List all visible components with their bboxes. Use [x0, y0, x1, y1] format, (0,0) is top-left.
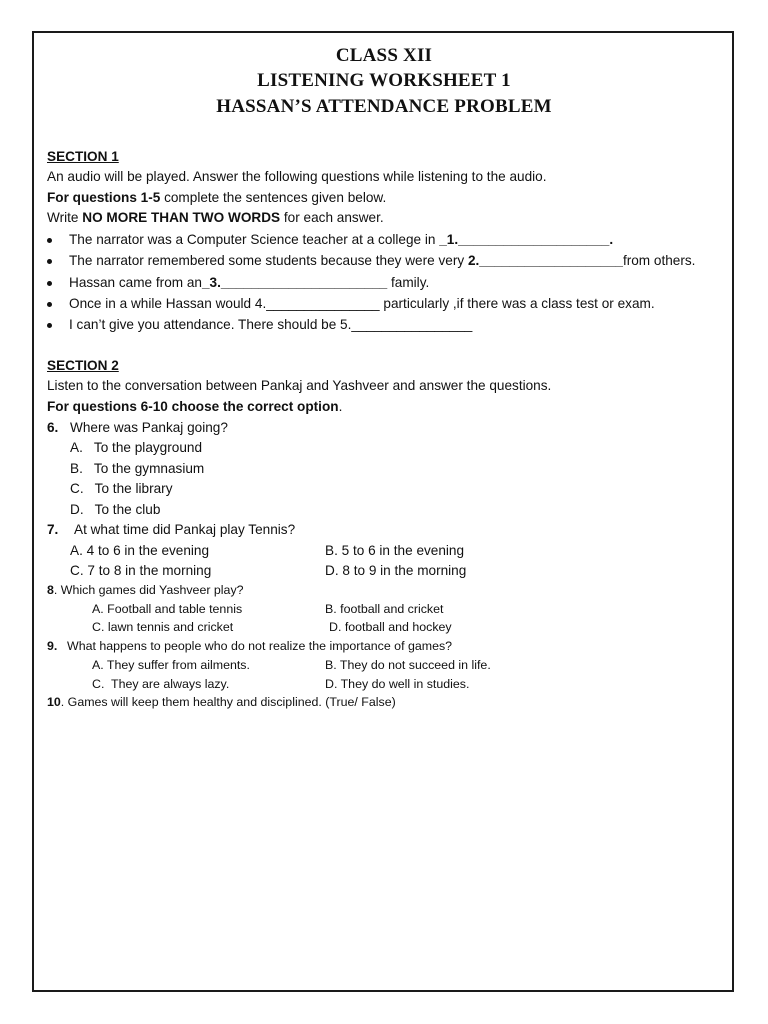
q9-text: What happens to people who do not realize the importance of games? [67, 639, 453, 653]
answer-blank-4[interactable]: _______________ [266, 296, 380, 311]
q6-option-c[interactable]: C. To the library [70, 481, 173, 496]
section2-heading: SECTION 2 [47, 358, 119, 373]
q6-number: 6. [47, 420, 59, 435]
q8-option-a[interactable]: A. Football and table tennis [92, 602, 243, 616]
instruction-rest: complete the sentences given below. [160, 190, 387, 205]
q6-option-d[interactable]: D. To the club [70, 502, 161, 517]
fill-item-2 [69, 252, 695, 270]
section1-intro: An audio will be played. Answer the following questions while listening to the audio. [47, 169, 547, 184]
q9-option-c[interactable]: C. They are always lazy. [92, 677, 230, 691]
section1-instruction [47, 189, 386, 207]
q7-option-c[interactable]: C. 7 to 8 in the morning [70, 563, 212, 578]
fill-item-1 [69, 231, 613, 249]
fill-item-text: Once in a while Hassan would 4. [69, 296, 267, 311]
q6-text: Where was Pankaj going? [70, 420, 228, 435]
instruction-bold: For questions 1-5 [47, 190, 161, 205]
q8-question [47, 582, 244, 598]
word-limit-pre: Write [47, 210, 83, 225]
q7-number: 7. [47, 522, 59, 537]
fill-item-post: family. [387, 275, 430, 290]
bullet-icon [47, 259, 52, 264]
fill-item-post: particularly ,if there was a class test or exam. [379, 296, 655, 311]
fill-item-text: I can’t give you attendance. There should be 5. [69, 317, 352, 332]
q6-option-b[interactable]: B. To the gymnasium [70, 461, 205, 476]
fill-item-text: The narrator remembered some students because they were very [69, 253, 468, 268]
answer-blank-2[interactable]: 2.___________________ [467, 253, 623, 268]
word-limit-post: for each answer. [280, 210, 384, 225]
instruction-bold: For questions 6-10 choose the correct option [47, 399, 339, 414]
fill-item-text: The narrator was a Computer Science teacher at a college in [69, 232, 440, 247]
fill-item-3 [69, 274, 429, 292]
answer-blank-1[interactable]: _1.____________________. [439, 232, 614, 247]
word-limit-instruction [47, 209, 384, 227]
worksheet-title: LISTENING WORKSHEET 1 [257, 70, 511, 91]
q10-question [47, 694, 396, 710]
section2-intro: Listen to the conversation between Pankaj and Yashveer and answer the questions. [47, 378, 552, 393]
fill-item-text: Hassan came from an [69, 275, 202, 290]
q6-option-a[interactable]: A. To the playground [70, 440, 203, 455]
q7-option-b[interactable]: B. 5 to 6 in the evening [325, 543, 465, 558]
q10-number: 10 [47, 695, 61, 709]
q8-option-b[interactable]: B. football and cricket [325, 602, 444, 616]
instruction-rest: . [338, 399, 343, 414]
q9-option-d[interactable]: D. They do well in studies. [325, 677, 470, 691]
fill-item-5 [69, 316, 472, 334]
fill-item-4 [69, 295, 655, 313]
q8-text: . Which games did Yashveer play? [53, 583, 244, 597]
q9-number: 9. [47, 639, 58, 653]
q9-option-b[interactable]: B. They do not succeed in life. [325, 658, 491, 672]
section2-instruction [47, 398, 342, 416]
q8-number: 8 [47, 583, 54, 597]
answer-blank-5[interactable]: ________________ [351, 317, 473, 332]
bullet-icon [47, 323, 52, 328]
word-limit-bold: NO MORE THAN TWO WORDS [82, 210, 281, 225]
q8-option-d[interactable]: D. football and hockey [329, 620, 452, 634]
fill-item-post: from others. [622, 253, 696, 268]
bullet-icon [47, 238, 52, 243]
class-title: CLASS XII [335, 45, 433, 66]
q7-text: At what time did Pankaj play Tennis? [74, 522, 296, 537]
q7-option-d[interactable]: D. 8 to 9 in the morning [325, 563, 467, 578]
q8-option-c[interactable]: C. lawn tennis and cricket [92, 620, 234, 634]
worksheet-subtitle: HASSAN’S ATTENDANCE PROBLEM [216, 96, 552, 117]
section1-heading: SECTION 1 [47, 149, 119, 164]
q7-option-a[interactable]: A. 4 to 6 in the evening [70, 543, 210, 558]
bullet-icon [47, 302, 52, 307]
q9-option-a[interactable]: A. They suffer from ailments. [92, 658, 250, 672]
q10-text: . Games will keep them healthy and disciplined. (True/ False) [60, 695, 396, 709]
bullet-icon [47, 281, 52, 286]
answer-blank-3[interactable]: _3.______________________ [201, 275, 388, 290]
